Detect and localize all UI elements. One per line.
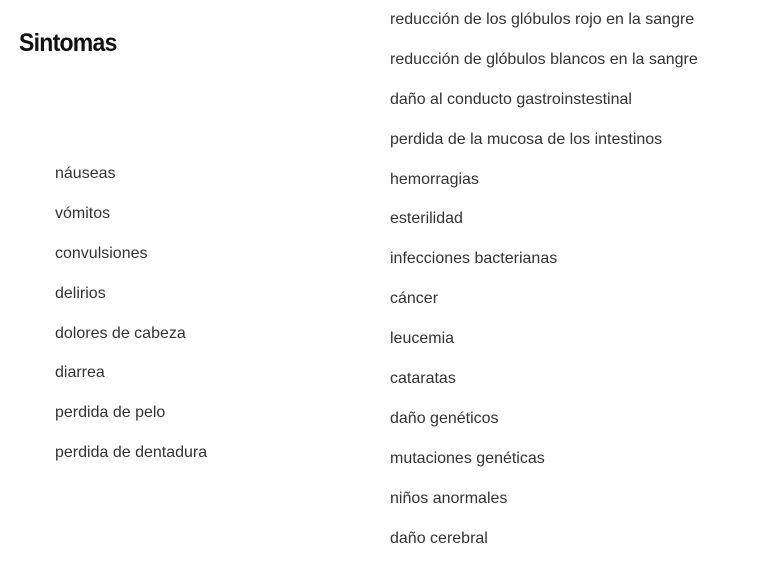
list-item: náuseas [55,165,116,182]
list-item: mutaciones genéticas [390,449,545,467]
list-item: niños anormales [390,489,508,507]
symptom-list-left [55,164,207,483]
page-title: Sintomas [19,29,117,57]
list-item: reducción de los glóbulos rojo en la sangre [390,11,695,28]
list-item: convulsiones [55,244,148,262]
list-item: esterilidad [390,210,463,228]
list-item: hemorragias [390,170,479,188]
list-item: daño al conducto gastroinstestinal [390,90,632,108]
list-item: cataratas [390,370,456,388]
list-item: perdida de pelo [55,404,166,422]
list-item: daño genéticos [390,409,499,427]
list-item: vómitos [55,204,111,222]
list-item: leucemia [390,330,455,348]
list-item: daño cerebral [390,529,488,547]
list-item: perdida de dentadura [55,444,208,462]
list-item: reducción de glóbulos blancos en la sangre [390,50,698,68]
symptom-list-right [390,10,698,568]
list-item: cáncer [390,290,439,308]
list-item: infecciones bacterianas [390,250,558,268]
list-item: diarrea [55,364,105,382]
list-item: dolores de cabeza [55,324,186,342]
list-item: delirios [55,284,106,302]
list-item: perdida de la mucosa de los intestinos [390,130,663,148]
